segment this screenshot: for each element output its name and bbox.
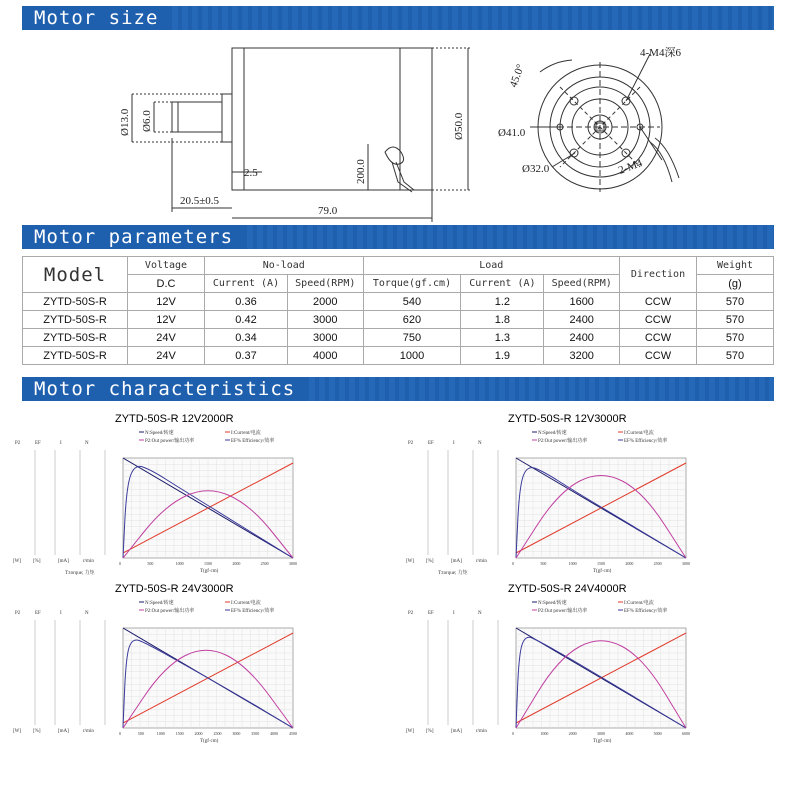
legend-current: I:Current/电流 [624, 431, 654, 436]
axis-unit-power: [W] [406, 729, 415, 734]
table-cell: CCW [620, 329, 697, 347]
axis-head-i: I [453, 441, 455, 446]
dim-body: Ø50.0 [453, 112, 465, 140]
table-cell: 0.34 [205, 329, 288, 347]
dim-20-5: 20.5±0.5 [180, 195, 220, 207]
table-cell: 1.8 [461, 311, 544, 329]
load-header: Load [363, 257, 619, 275]
x-axis-label: T(gf·cm) [593, 569, 612, 574]
axis-unit-power: [W] [13, 729, 22, 734]
x-tick: 1500 [597, 561, 605, 566]
table-cell: 1600 [544, 293, 620, 311]
table-cell: 2400 [544, 311, 620, 329]
axis-head-i: I [453, 611, 455, 616]
legend-eff: EF% Efficiency/效率 [624, 609, 668, 614]
chart-title: ZYTD-50S-R 24V4000R [508, 583, 627, 595]
axis-unit-speed: r/min [83, 729, 94, 734]
x-tick: 2500 [653, 561, 662, 566]
x-tick: 1000 [568, 561, 577, 566]
axis-unit-current: [mA] [451, 729, 462, 734]
chart-12v2000 [5, 410, 305, 590]
weight-unit: (g) [697, 275, 774, 293]
dim-screws: 4-M4深6 [640, 47, 681, 59]
axis-unit-eff: [%] [426, 729, 434, 734]
chart-svg [398, 580, 788, 760]
x-axis-label: T(gf·cm) [593, 739, 612, 744]
x-tick: 0 [512, 561, 514, 566]
axis-unit-speed: r/min [83, 559, 94, 564]
table-row [23, 293, 774, 311]
table-cell: 1.9 [461, 347, 544, 365]
table-cell: 24V [128, 329, 205, 347]
x-tick: 5000 [653, 731, 662, 736]
x-tick: 1000 [156, 731, 165, 736]
x-tick: 2000 [232, 561, 241, 566]
table-cell: 0.36 [205, 293, 288, 311]
chart-title: ZYTD-50S-R 12V2000R [115, 413, 234, 425]
chart-svg [5, 410, 395, 590]
chart-12v3000 [398, 410, 698, 590]
weight-header: Weight [697, 257, 774, 275]
axis-head-p: P2 [408, 611, 414, 616]
table-cell: 3000 [287, 329, 363, 347]
col-torque: Torque(gf.cm) [363, 275, 461, 293]
parameters-table [22, 256, 774, 365]
axis-head-n: N [478, 611, 482, 616]
chart-svg [5, 580, 395, 760]
col-speed: Speed(RPM) [287, 275, 363, 293]
legend-eff: EF% Efficiency/效率 [624, 439, 668, 444]
legend-speed: N:Speed/转速 [145, 431, 174, 436]
axis-unit-speed: r/min [476, 729, 487, 734]
table-cell: 540 [363, 293, 461, 311]
motor-body [232, 48, 432, 190]
table-cell: 3000 [287, 311, 363, 329]
table-cell: 3200 [544, 347, 620, 365]
x-tick: 500 [137, 731, 144, 736]
axis-unit-eff: [%] [426, 559, 434, 564]
x-tick: 500 [147, 561, 154, 566]
motor-drawing [0, 32, 800, 222]
axis-unit-eff: [%] [33, 559, 41, 564]
x-tick: 1500 [175, 731, 184, 736]
table-cell: 570 [697, 311, 774, 329]
axis-unit-current: [mA] [58, 559, 69, 564]
axis-head-n: N [478, 441, 482, 446]
voltage-header: Voltage [128, 257, 205, 275]
chart-24v4000 [398, 580, 698, 760]
direction-header: Direction [620, 257, 697, 293]
table-cell: 0.42 [205, 311, 288, 329]
table-cell: 2400 [544, 329, 620, 347]
table-cell: 570 [697, 347, 774, 365]
chart-title: ZYTD-50S-R 12V3000R [508, 413, 627, 425]
x-tick: 2000 [194, 731, 203, 736]
legend-power: P2:Out power/输出功率 [538, 439, 588, 444]
legend-current: I:Current/电流 [231, 431, 261, 436]
table-cell: CCW [620, 347, 697, 365]
noload-header: No-load [205, 257, 364, 275]
table-cell: 620 [363, 311, 461, 329]
torque-label: T:torque; 力矩 [438, 571, 468, 576]
legend-power: P2:Out power/输出功率 [538, 609, 588, 614]
legend-power: P2:Out power/输出功率 [145, 609, 195, 614]
col-speed-load: Speed(RPM) [544, 275, 620, 293]
section-title: Motor size [34, 7, 159, 29]
dim-screws2: 2-M4 [616, 157, 645, 177]
header-stripe [172, 6, 774, 30]
legend-eff: EF% Efficiency/效率 [231, 439, 275, 444]
dim-d32: Ø32.0 [522, 163, 550, 175]
motor-size-header [22, 6, 774, 30]
axis-head-ef: EF [428, 611, 434, 616]
legend-power: P2:Out power/输出功率 [145, 439, 195, 444]
x-tick: 2000 [568, 731, 577, 736]
motor-parameters-header [22, 225, 774, 249]
axis-unit-eff: [%] [33, 729, 41, 734]
axis-unit-power: [W] [406, 559, 415, 564]
x-tick: 3000 [597, 731, 605, 736]
x-tick: 1000 [175, 561, 184, 566]
section-title: Motor characteristics [34, 378, 296, 400]
table-cell: 1.3 [461, 329, 544, 347]
table-cell: 0.37 [205, 347, 288, 365]
dim-flange: Ø13.0 [119, 108, 131, 136]
axis-head-ef: EF [35, 611, 41, 616]
axis-unit-current: [mA] [58, 729, 69, 734]
motor-flange [222, 94, 232, 142]
dim-d41: Ø41.0 [498, 127, 526, 139]
table-cell: 12V [128, 311, 205, 329]
x-tick: 4000 [625, 731, 634, 736]
legend-current: I:Current/电流 [231, 601, 261, 606]
axis-head-ef: EF [35, 441, 41, 446]
col-current: Current (A) [205, 275, 288, 293]
x-tick: 0 [119, 731, 121, 736]
axis-head-p: P2 [15, 611, 21, 616]
dim-79: 79.0 [318, 205, 338, 217]
table-cell: ZYTD-50S-R [23, 293, 128, 311]
x-tick: 2500 [213, 731, 222, 736]
dim-2-5: 2.5 [244, 167, 258, 179]
motor-shaft [172, 102, 222, 132]
table-cell: ZYTD-50S-R [23, 311, 128, 329]
dim-wire: 200.0 [355, 159, 367, 184]
x-axis-label: T(gf·cm) [200, 739, 219, 744]
table-cell: 1000 [363, 347, 461, 365]
x-tick: 3500 [251, 731, 260, 736]
chart-title: ZYTD-50S-R 24V3000R [115, 583, 234, 595]
motor-characteristics-header [22, 377, 774, 401]
table-cell: 1.2 [461, 293, 544, 311]
table-cell: 570 [697, 329, 774, 347]
table-cell: 12V [128, 293, 205, 311]
col-current-load: Current (A) [461, 275, 544, 293]
model-header: Model [23, 257, 128, 293]
dim-shaft: Ø6.0 [141, 110, 153, 132]
x-tick: 4000 [270, 731, 279, 736]
x-tick: 3000 [682, 561, 690, 566]
table-cell: 2000 [287, 293, 363, 311]
table-cell: CCW [620, 293, 697, 311]
legend-eff: EF% Efficiency/效率 [231, 609, 275, 614]
legend-speed: N:Speed/转速 [538, 601, 567, 606]
table-row [23, 311, 774, 329]
x-tick: 4500 [289, 731, 297, 736]
axis-unit-power: [W] [13, 559, 22, 564]
table-cell: CCW [620, 311, 697, 329]
table-cell: 570 [697, 293, 774, 311]
x-tick: 6000 [682, 731, 690, 736]
axis-unit-speed: r/min [476, 559, 487, 564]
x-tick: 3000 [289, 561, 297, 566]
dim-angle: 45.0° [507, 62, 527, 90]
torque-label: T:torque; 力矩 [65, 571, 95, 576]
axis-unit-current: [mA] [451, 559, 462, 564]
table-cell: 750 [363, 329, 461, 347]
table-cell: 24V [128, 347, 205, 365]
legend-current: I:Current/电流 [624, 601, 654, 606]
axis-head-p: P2 [408, 441, 414, 446]
x-tick: 1500 [204, 561, 212, 566]
x-tick: 2500 [260, 561, 269, 566]
x-tick: 500 [540, 561, 547, 566]
axis-head-i: I [60, 441, 62, 446]
x-tick: 0 [119, 561, 121, 566]
x-tick: 0 [512, 731, 514, 736]
x-tick: 2000 [625, 561, 634, 566]
table-row [23, 329, 774, 347]
table-cell: 4000 [287, 347, 363, 365]
section-title: Motor parameters [34, 226, 234, 248]
header-stripe [247, 225, 774, 249]
table-cell: ZYTD-50S-R [23, 329, 128, 347]
table-row [23, 347, 774, 365]
chart-svg [398, 410, 788, 590]
legend-speed: N:Speed/转速 [538, 431, 567, 436]
chart-24v3000 [5, 580, 305, 760]
axis-head-ef: EF [428, 441, 434, 446]
axis-head-n: N [85, 611, 89, 616]
x-axis-label: T(gf·cm) [200, 569, 219, 574]
x-tick: 1000 [540, 731, 549, 736]
axis-head-i: I [60, 611, 62, 616]
table-cell: ZYTD-50S-R [23, 347, 128, 365]
axis-head-p: P2 [15, 441, 21, 446]
voltage-sub: D.C [128, 275, 205, 293]
x-tick: 3000 [232, 731, 241, 736]
axis-head-n: N [85, 441, 89, 446]
header-stripe [309, 377, 774, 401]
legend-speed: N:Speed/转速 [145, 601, 174, 606]
